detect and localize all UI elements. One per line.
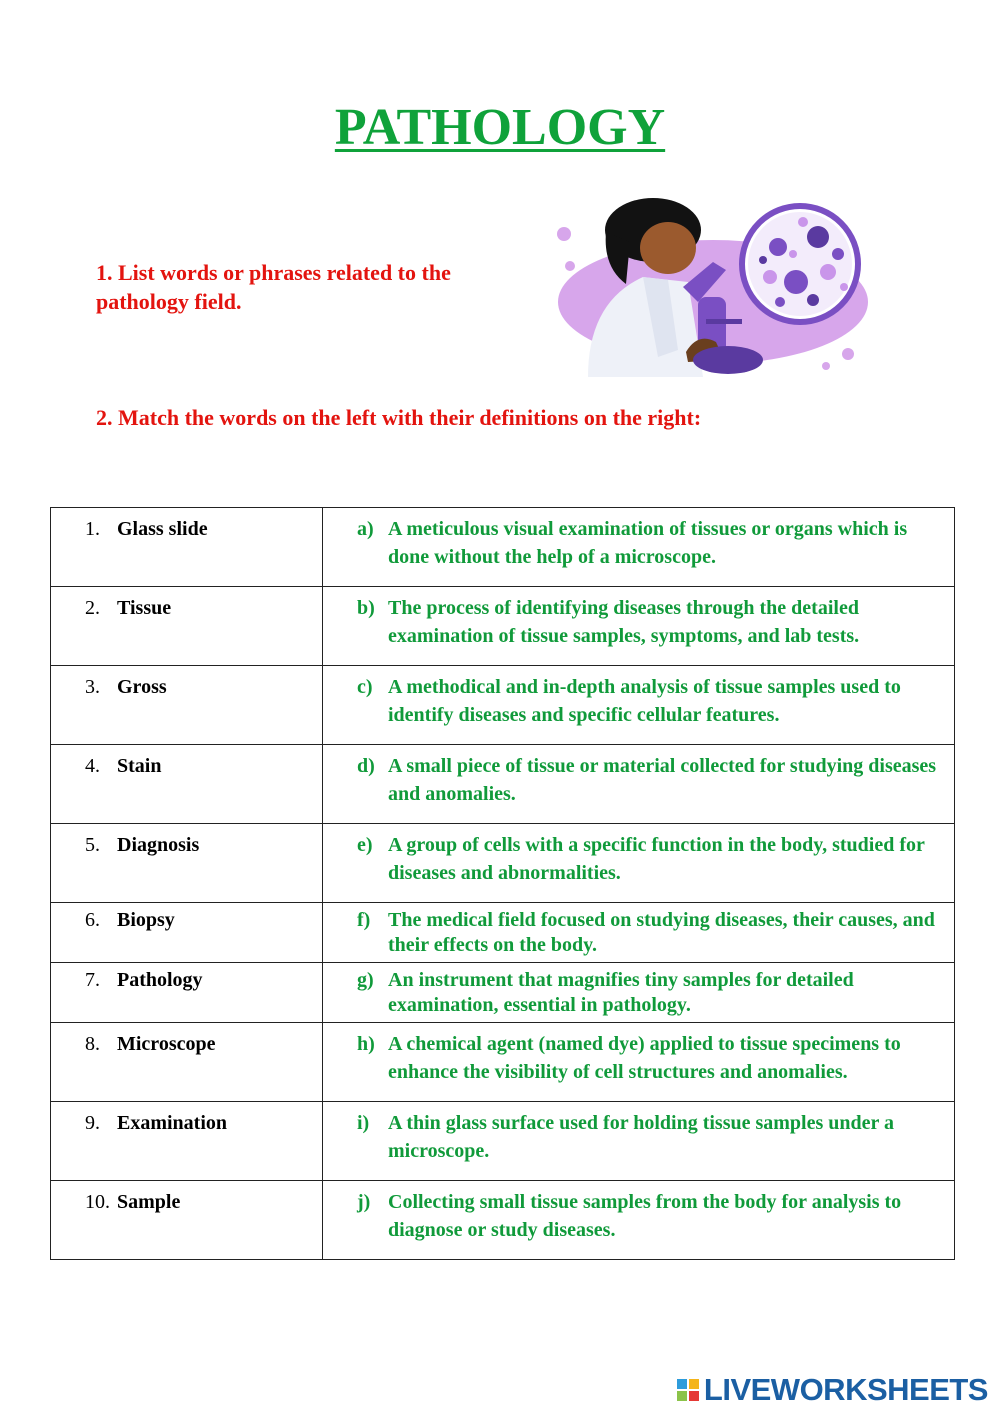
table-row: [51, 587, 955, 666]
word-cell: [51, 1102, 323, 1181]
word-number: 4.: [85, 755, 100, 777]
table-row: [51, 1102, 955, 1181]
question-2: 2. Match the words on the left with their definitions on the right:: [96, 405, 702, 430]
table-row: [51, 824, 955, 903]
table-row: [51, 745, 955, 824]
word-term: Microscope: [117, 1033, 216, 1055]
word-cell: [51, 587, 323, 666]
word-term: Glass slide: [117, 518, 208, 540]
word-cell: [51, 1181, 323, 1260]
matching-table: [50, 507, 955, 1260]
definition-text: The medical field focused on studying diseases, their causes, and their effects on the body.: [388, 909, 935, 956]
definition-letter: h): [357, 1033, 375, 1055]
definition-cell: [323, 1023, 955, 1102]
word-number: 10.: [85, 1191, 110, 1213]
word-number: 5.: [85, 834, 100, 856]
scientist-microscope-illustration: [548, 192, 878, 382]
word-cell: [51, 1023, 323, 1102]
definition-cell: [323, 824, 955, 903]
word-term: Pathology: [117, 969, 203, 991]
word-term: Tissue: [117, 597, 172, 619]
word-number: 1.: [85, 518, 100, 540]
word-term: Sample: [117, 1191, 181, 1213]
word-term: Gross: [117, 676, 167, 698]
definition-text: A methodical and in-depth analysis of tissue samples used to identify diseases and specific cellular features.: [388, 676, 901, 726]
definition-letter: i): [357, 1112, 370, 1134]
definition-cell: [323, 903, 955, 963]
definition-cell: [323, 666, 955, 745]
table-row: [51, 1023, 955, 1102]
word-term: Examination: [117, 1112, 228, 1134]
word-term: Diagnosis: [117, 834, 200, 856]
definition-letter: d): [357, 755, 375, 777]
brand-name: LIVEWORKSHEETS: [703, 1372, 988, 1407]
table-row: [51, 963, 955, 1023]
liveworksheets-logo-icon: [676, 1378, 700, 1402]
word-cell: [51, 745, 323, 824]
page-title: PATHOLOGY: [334, 99, 666, 156]
brand-logo: [676, 1372, 988, 1408]
definition-cell: [323, 508, 955, 587]
word-number: 2.: [85, 597, 100, 619]
definition-text: The process of identifying diseases through the detailed examination of tissue samples, symptoms, and lab tests.: [388, 597, 860, 647]
definition-cell: [323, 1181, 955, 1260]
definition-cell: [323, 1102, 955, 1181]
definition-letter: c): [357, 676, 373, 698]
word-number: 3.: [85, 676, 100, 698]
word-cell: [51, 903, 323, 963]
definition-text: A meticulous visual examination of tissues or organs which is done without the help of a microscope.: [388, 518, 908, 568]
definition-text: A thin glass surface used for holding tissue samples under a microscope.: [388, 1112, 895, 1162]
word-cell: [51, 666, 323, 745]
definition-letter: j): [357, 1191, 371, 1213]
word-cell: [51, 508, 323, 587]
definition-cell: [323, 745, 955, 824]
definition-text: A group of cells with a specific function in the body, studied for diseases and abnormalities.: [388, 834, 925, 884]
definition-text: An instrument that magnifies tiny samples for detailed examination, essential in pathology.: [388, 969, 854, 1016]
definition-letter: e): [357, 834, 373, 856]
word-number: 9.: [85, 1112, 100, 1134]
definition-letter: a): [357, 518, 374, 540]
definition-text: Collecting small tissue samples from the body for analysis to diagnose or study diseases.: [388, 1191, 902, 1241]
table-row: [51, 508, 955, 587]
definition-cell: [323, 963, 955, 1023]
word-number: 6.: [85, 909, 100, 931]
word-term: Biopsy: [117, 909, 175, 931]
word-term: Stain: [117, 755, 162, 777]
definition-letter: g): [357, 969, 374, 991]
table-row: [51, 666, 955, 745]
word-cell: [51, 824, 323, 903]
word-cell: [51, 963, 323, 1023]
word-number: 7.: [85, 969, 100, 991]
question-1: 1. List words or phrases related to the pathology field.: [96, 260, 451, 314]
table-row: [51, 1181, 955, 1260]
definition-text: A chemical agent (named dye) applied to tissue specimens to enhance the visibility of cell structures and anomalies.: [388, 1033, 901, 1083]
definition-letter: f): [357, 909, 371, 931]
definition-text: A small piece of tissue or material collected for studying diseases and anomalies.: [388, 755, 937, 805]
definition-letter: b): [357, 597, 375, 619]
definition-cell: [323, 587, 955, 666]
table-row: [51, 903, 955, 963]
word-number: 8.: [85, 1033, 100, 1055]
